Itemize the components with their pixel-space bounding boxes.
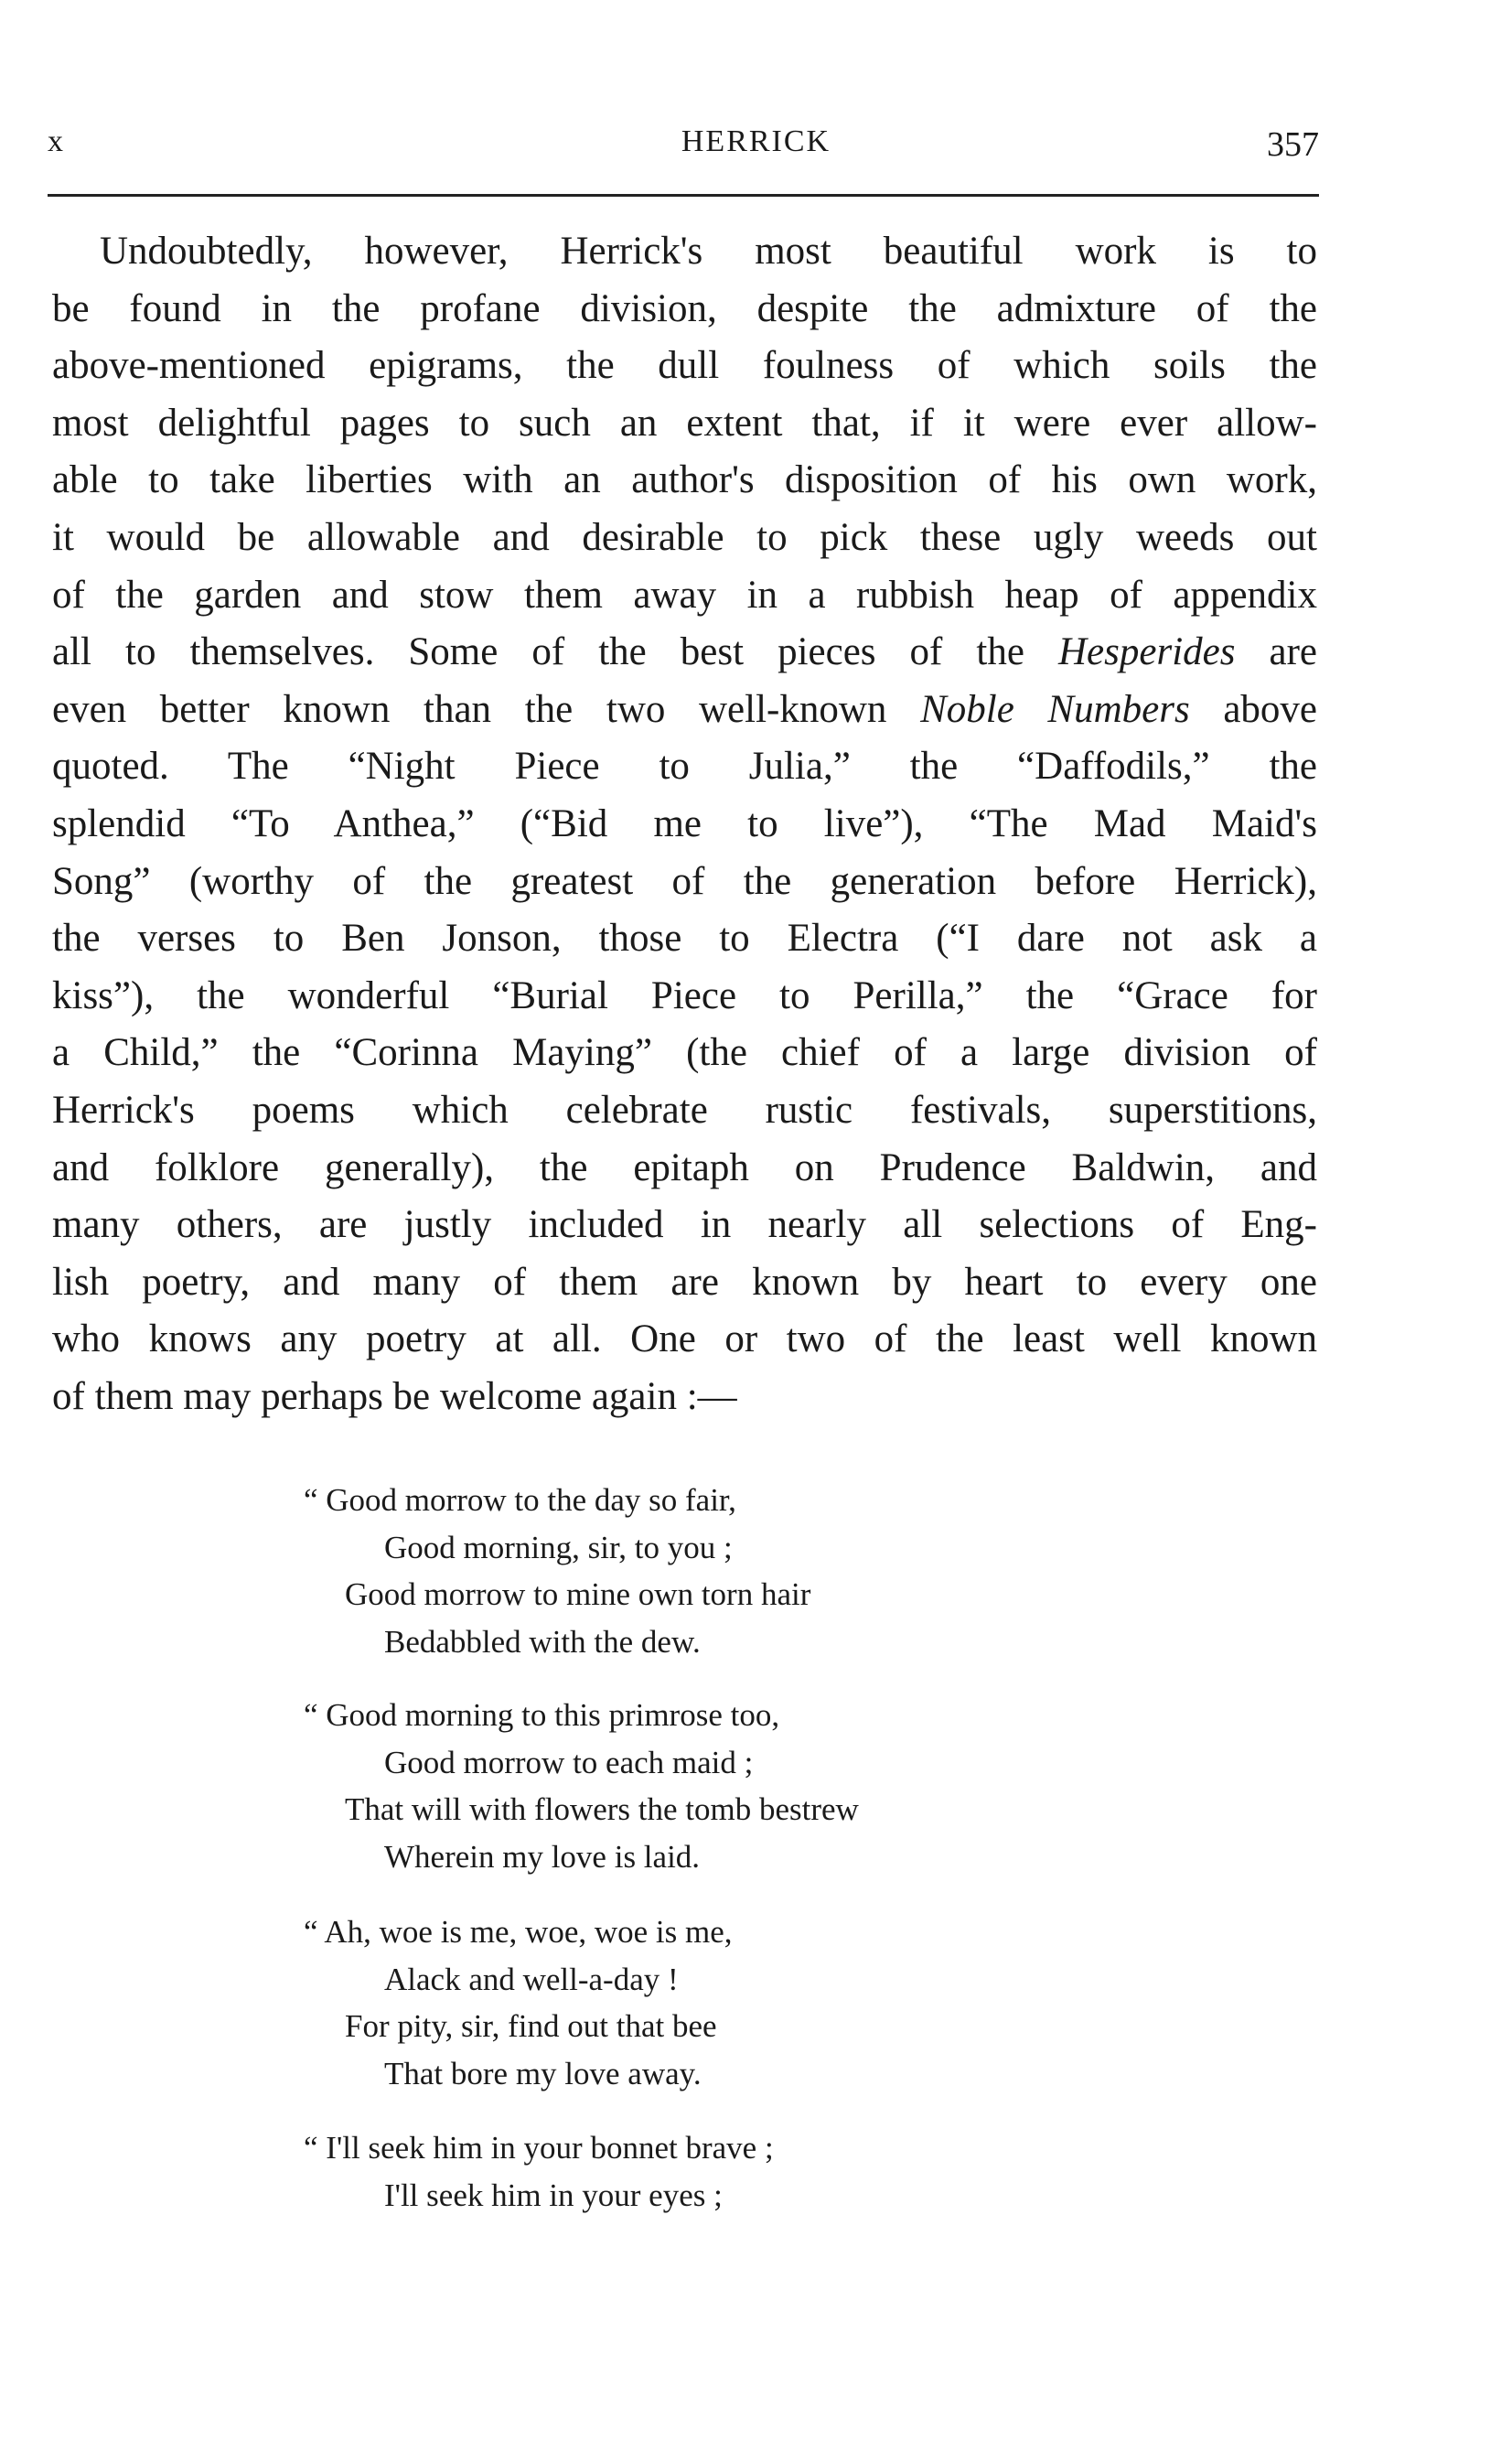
text-run: Undoubtedly, however, Herrick's most beautiful work is to	[100, 230, 1317, 273]
running-title: HERRICK	[681, 124, 831, 158]
text-run: many others, are justly included in nearly all selections of Eng-	[52, 1203, 1317, 1247]
poem-line: “ Good morrow to the day so fair,	[304, 1482, 736, 1518]
text-line	[52, 1369, 1317, 1426]
italic-title: Hesperides	[1058, 630, 1236, 674]
italic-title: Noble Numbers	[920, 687, 1190, 731]
text-line	[52, 1025, 1317, 1082]
text-line	[52, 1311, 1317, 1369]
text-line	[52, 1254, 1317, 1312]
text-run: most delightful pages to such an extent that, if it were ever allow-	[52, 401, 1317, 445]
text-line	[52, 682, 1317, 739]
text-line	[52, 910, 1317, 968]
text-line	[52, 1197, 1317, 1254]
poem-line: “ I'll seek him in your bonnet brave ;	[304, 2130, 774, 2166]
poem-line: Alack and well-a-day !	[384, 1961, 679, 1997]
text-line	[52, 510, 1317, 567]
poem-stanza	[304, 1477, 810, 1666]
text-run: able to take liberties with an author's disposition of his own work,	[52, 458, 1317, 502]
chapter-numeral: x	[48, 124, 65, 158]
poem-line: Good morrow to mine own torn hair	[345, 1576, 811, 1613]
text-run: the verses to Ben Jonson, those to Electra (“I dare not ask a	[52, 917, 1317, 961]
poem-line: “ Good morning to this primrose too,	[304, 1697, 780, 1733]
poem-stanza	[304, 2124, 774, 2219]
text-line	[52, 738, 1317, 796]
text-line	[52, 968, 1317, 1026]
text-run: splendid “To Anthea,” (“Bid me to live”), “The Mad Maid's	[52, 801, 1317, 845]
text-line	[52, 452, 1317, 510]
header-rule	[48, 194, 1319, 197]
poem-line: That bore my love away.	[384, 2056, 702, 2092]
poem-line: That will with flowers the tomb bestrew	[345, 1791, 859, 1828]
text-line	[52, 624, 1317, 682]
text-line	[52, 223, 1317, 281]
text-run: and folklore generally), the epitaph on Prudence Baldwin, and	[52, 1145, 1317, 1189]
poem-line: For pity, sir, find out that bee	[345, 2008, 717, 2045]
poem-stanza	[304, 1692, 859, 1881]
text-run: kiss”), the wonderful “Burial Piece to Perilla,” the “Grace for	[52, 973, 1317, 1017]
text-run: all to themselves. Some of the best pieces of the	[52, 630, 1058, 674]
page-number: 357	[1267, 125, 1319, 164]
poem-stanza	[304, 1908, 733, 2098]
text-run: above	[1189, 687, 1318, 731]
text-run: are	[1235, 630, 1317, 674]
poem-line: I'll seek him in your eyes ;	[384, 2177, 723, 2213]
text-run: above-mentioned epigrams, the dull foulness of which soils the	[52, 344, 1317, 388]
text-run: Herrick's poems which celebrate rustic festivals, superstitions,	[52, 1088, 1317, 1132]
text-line	[52, 395, 1317, 453]
text-line	[52, 854, 1317, 911]
text-run: a Child,” the “Corinna Maying” (the chief of a large division of	[52, 1031, 1317, 1075]
poem-line: Bedabbled with the dew.	[384, 1624, 701, 1661]
text-run: be found in the profane division, despite the admixture of the	[52, 286, 1317, 330]
text-run: of them may perhaps be welcome again :—	[52, 1374, 737, 1418]
text-line	[52, 1082, 1317, 1140]
text-run: who knows any poetry at all. One or two of the least well known	[52, 1317, 1317, 1361]
text-run: it would be allowable and desirable to pick these ugly weeds out	[52, 515, 1317, 559]
text-run: Song” (worthy of the greatest of the generation before Herrick),	[52, 859, 1317, 903]
text-line	[52, 567, 1317, 625]
poem-line: “ Ah, woe is me, woe, woe is me,	[304, 1914, 733, 1950]
text-run: lish poetry, and many of them are known by heart to every one	[52, 1260, 1317, 1304]
poem-line: Good morning, sir, to you ;	[384, 1529, 733, 1565]
poem-line: Good morrow to each maid ;	[384, 1744, 754, 1780]
text-run: of the garden and stow them away in a rubbish heap of appendix	[52, 573, 1317, 617]
text-line	[52, 338, 1317, 395]
body-paragraph	[52, 223, 1317, 1425]
text-line	[52, 796, 1317, 854]
text-run: quoted. The “Night Piece to Julia,” the “Daffodils,” the	[52, 745, 1317, 789]
text-line	[52, 1140, 1317, 1198]
poem-line: Wherein my love is laid.	[384, 1839, 701, 1876]
text-line	[52, 281, 1317, 339]
text-run: even better known than the two well-known	[52, 687, 921, 731]
